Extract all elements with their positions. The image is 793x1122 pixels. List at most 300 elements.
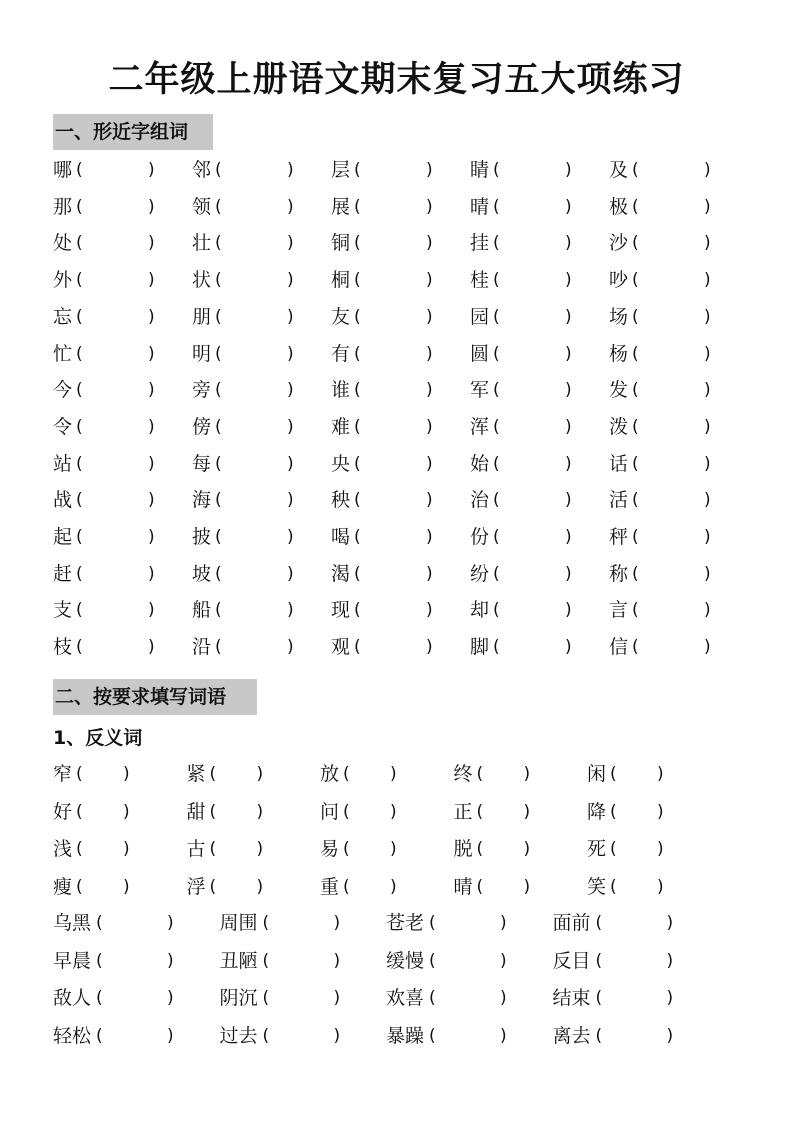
answer-paren-close[interactable]: ) [523, 801, 531, 822]
base-character: 圆 [470, 342, 490, 365]
word-item [470, 559, 590, 589]
word-item [609, 375, 729, 405]
answer-paren-close[interactable]: ) [426, 563, 433, 584]
answer-paren-close[interactable]: ) [333, 988, 341, 1008]
word-item [192, 449, 312, 479]
answer-paren-open[interactable]: ( [476, 876, 484, 897]
base-character: 起 [53, 526, 73, 548]
answer-paren-close[interactable]: ) [704, 306, 711, 327]
answer-paren-close[interactable]: ) [565, 527, 572, 547]
answer-paren-open[interactable]: ( [493, 416, 500, 437]
answer-paren-open[interactable]: ( [76, 764, 83, 784]
answer-paren-open[interactable]: ( [76, 416, 83, 437]
answer-paren-close[interactable]: ) [704, 527, 711, 547]
answer-paren-open[interactable]: ( [215, 600, 222, 621]
answer-paren-close[interactable]: ) [657, 876, 664, 897]
answer-paren-open[interactable]: ( [262, 988, 270, 1008]
answer-paren-close[interactable]: ) [565, 600, 572, 621]
antonym-item [53, 908, 193, 938]
answer-paren-close[interactable]: ) [390, 876, 397, 897]
antonym-item [587, 872, 687, 902]
base-character: 睛 [470, 159, 490, 181]
answer-paren-close[interactable]: ) [123, 764, 130, 784]
answer-paren-close[interactable]: ) [565, 306, 572, 327]
answer-paren-close[interactable]: ) [704, 453, 711, 474]
answer-paren-close[interactable]: ) [565, 233, 572, 254]
answer-paren-close[interactable]: ) [123, 839, 130, 859]
base-word: 死 [587, 838, 607, 860]
answer-paren-open[interactable]: ( [343, 801, 350, 822]
base-character: 支 [53, 599, 73, 622]
answer-paren-close[interactable]: ) [426, 453, 433, 474]
base-character: 邻 [192, 159, 212, 181]
answer-paren-open[interactable]: ( [354, 380, 361, 401]
answer-paren-open[interactable]: ( [354, 563, 361, 584]
answer-paren-open[interactable]: ( [215, 563, 222, 584]
answer-paren-open[interactable]: ( [632, 563, 639, 584]
answer-paren-close[interactable]: ) [704, 270, 711, 291]
base-word: 瘦 [53, 875, 73, 898]
word-item [53, 412, 173, 442]
answer-paren-close[interactable]: ) [666, 913, 674, 933]
answer-paren-open[interactable]: ( [476, 764, 484, 784]
word-item [470, 302, 590, 332]
word-item [53, 228, 173, 258]
base-character: 难 [331, 415, 351, 438]
answer-paren-close[interactable]: ) [148, 270, 155, 291]
answer-paren-close[interactable]: ) [390, 801, 397, 822]
answer-paren-close[interactable]: ) [565, 196, 572, 217]
answer-paren-open[interactable]: ( [76, 380, 83, 401]
word-item [470, 228, 590, 258]
answer-paren-open[interactable]: ( [209, 876, 217, 897]
base-character: 喝 [331, 526, 351, 548]
answer-paren-close[interactable]: ) [426, 380, 433, 401]
answer-paren-close[interactable]: ) [666, 988, 674, 1008]
answer-paren-open[interactable]: ( [262, 950, 270, 971]
answer-paren-close[interactable]: ) [287, 196, 294, 217]
answer-paren-close[interactable]: ) [704, 380, 711, 401]
answer-paren-close[interactable]: ) [148, 160, 155, 180]
answer-paren-close[interactable]: ) [256, 876, 264, 897]
word-item [192, 192, 312, 222]
answer-paren-close[interactable]: ) [704, 637, 711, 658]
answer-paren-open[interactable]: ( [595, 1025, 603, 1046]
base-character: 份 [470, 526, 490, 548]
answer-paren-open[interactable]: ( [343, 764, 350, 784]
answer-paren-close[interactable]: ) [500, 913, 507, 933]
word-item [53, 302, 173, 332]
answer-paren-close[interactable]: ) [256, 764, 264, 784]
answer-paren-close[interactable]: ) [148, 637, 155, 658]
answer-paren-open[interactable]: ( [429, 950, 436, 971]
answer-paren-close[interactable]: ) [148, 416, 155, 437]
answer-paren-open[interactable]: ( [354, 306, 361, 327]
answer-paren-close[interactable]: ) [287, 563, 294, 584]
answer-paren-close[interactable]: ) [287, 380, 294, 401]
answer-paren-close[interactable]: ) [657, 839, 664, 859]
antonym-item [454, 759, 554, 789]
answer-paren-close[interactable]: ) [148, 600, 155, 621]
answer-paren-open[interactable]: ( [76, 563, 83, 584]
answer-paren-close[interactable]: ) [123, 876, 130, 897]
answer-paren-close[interactable]: ) [523, 764, 531, 784]
answer-paren-open[interactable]: ( [96, 950, 103, 971]
answer-paren-open[interactable]: ( [595, 913, 603, 933]
word-item [192, 412, 312, 442]
word-item [470, 485, 590, 515]
answer-paren-close[interactable]: ) [426, 196, 433, 217]
word-item [331, 375, 451, 405]
answer-paren-close[interactable]: ) [565, 453, 572, 474]
word-item [192, 632, 312, 662]
base-character: 极 [609, 195, 629, 218]
answer-paren-close[interactable]: ) [123, 801, 130, 822]
antonym-item [187, 797, 287, 827]
answer-paren-open[interactable]: ( [354, 233, 361, 254]
answer-paren-close[interactable]: ) [287, 270, 294, 291]
answer-paren-open[interactable]: ( [76, 876, 83, 897]
answer-paren-open[interactable]: ( [632, 380, 639, 401]
answer-paren-open[interactable]: ( [476, 801, 484, 822]
answer-paren-open[interactable]: ( [493, 380, 500, 401]
answer-paren-open[interactable]: ( [595, 988, 603, 1008]
answer-paren-open[interactable]: ( [632, 416, 639, 437]
antonym-item [320, 759, 420, 789]
answer-paren-close[interactable]: ) [256, 801, 264, 822]
answer-paren-close[interactable]: ) [287, 637, 294, 658]
word-item [192, 155, 312, 185]
base-character: 忘 [53, 305, 73, 328]
answer-paren-close[interactable]: ) [390, 764, 397, 784]
answer-paren-open[interactable]: ( [493, 490, 500, 511]
word-item [53, 632, 173, 662]
answer-paren-close[interactable]: ) [426, 270, 433, 291]
answer-paren-close[interactable]: ) [565, 563, 572, 584]
answer-paren-close[interactable]: ) [390, 839, 397, 859]
answer-paren-open[interactable]: ( [215, 527, 222, 547]
answer-paren-open[interactable]: ( [354, 196, 361, 217]
answer-paren-open[interactable]: ( [493, 196, 500, 217]
answer-paren-open[interactable]: ( [493, 453, 500, 474]
answer-paren-close[interactable]: ) [565, 380, 572, 401]
answer-paren-open[interactable]: ( [343, 876, 350, 897]
answer-paren-open[interactable]: ( [493, 306, 500, 327]
answer-paren-open[interactable]: ( [632, 527, 639, 547]
answer-paren-open[interactable]: ( [429, 1025, 436, 1046]
answer-paren-close[interactable]: ) [704, 343, 711, 364]
base-word: 窄 [53, 763, 73, 785]
answer-paren-close[interactable]: ) [704, 233, 711, 254]
base-word: 暴躁 [386, 1024, 425, 1047]
answer-paren-close[interactable]: ) [167, 988, 174, 1008]
answer-paren-close[interactable]: ) [426, 160, 433, 180]
base-word: 周围 [219, 912, 258, 934]
answer-paren-open[interactable]: ( [215, 637, 222, 658]
subsection-header-antonyms: 1、反义词 [53, 727, 143, 749]
answer-paren-open[interactable]: ( [632, 270, 639, 291]
base-character: 每 [192, 452, 212, 475]
word-item [609, 302, 729, 332]
answer-paren-close[interactable]: ) [287, 306, 294, 327]
answer-paren-open[interactable]: ( [632, 490, 639, 511]
word-item [331, 485, 451, 515]
answer-paren-close[interactable]: ) [167, 913, 174, 933]
base-word: 离去 [552, 1024, 591, 1047]
base-word: 问 [320, 800, 340, 823]
answer-paren-close[interactable]: ) [666, 950, 674, 971]
word-item [53, 265, 173, 295]
base-character: 场 [609, 305, 629, 328]
answer-paren-open[interactable]: ( [76, 306, 83, 327]
answer-paren-open[interactable]: ( [610, 764, 617, 784]
answer-paren-open[interactable]: ( [493, 233, 500, 254]
answer-paren-open[interactable]: ( [493, 160, 500, 180]
word-item [609, 228, 729, 258]
answer-paren-close[interactable]: ) [426, 306, 433, 327]
answer-paren-open[interactable]: ( [354, 270, 361, 291]
answer-paren-open[interactable]: ( [354, 160, 361, 180]
answer-paren-open[interactable]: ( [610, 801, 617, 822]
answer-paren-close[interactable]: ) [287, 233, 294, 254]
answer-paren-open[interactable]: ( [632, 453, 639, 474]
answer-paren-open[interactable]: ( [262, 913, 270, 933]
answer-paren-close[interactable]: ) [704, 600, 711, 621]
answer-paren-close[interactable]: ) [256, 839, 264, 859]
answer-paren-open[interactable]: ( [632, 196, 639, 217]
word-item [609, 559, 729, 589]
answer-paren-close[interactable]: ) [426, 233, 433, 254]
answer-paren-open[interactable]: ( [76, 839, 83, 859]
base-character: 明 [192, 342, 212, 365]
answer-paren-open[interactable]: ( [215, 416, 222, 437]
answer-paren-open[interactable]: ( [354, 343, 361, 364]
answer-paren-close[interactable]: ) [523, 876, 531, 897]
answer-paren-close[interactable]: ) [287, 416, 294, 437]
answer-paren-open[interactable]: ( [493, 563, 500, 584]
answer-paren-close[interactable]: ) [287, 490, 294, 511]
answer-paren-open[interactable]: ( [76, 600, 83, 621]
answer-paren-open[interactable]: ( [354, 527, 361, 547]
answer-paren-open[interactable]: ( [493, 270, 500, 291]
answer-paren-open[interactable]: ( [354, 637, 361, 658]
section-header-fill-words: 二、按要求填写词语 [53, 679, 257, 715]
answer-paren-close[interactable]: ) [333, 1025, 341, 1046]
answer-paren-close[interactable]: ) [287, 600, 294, 621]
base-character: 称 [609, 562, 629, 585]
answer-paren-close[interactable]: ) [167, 1025, 174, 1046]
answer-paren-close[interactable]: ) [657, 764, 664, 784]
answer-paren-open[interactable]: ( [76, 637, 83, 658]
word-item [609, 522, 729, 552]
answer-paren-open[interactable]: ( [96, 913, 103, 933]
answer-paren-open[interactable]: ( [493, 600, 500, 621]
answer-paren-open[interactable]: ( [209, 764, 217, 784]
answer-paren-close[interactable]: ) [565, 637, 572, 658]
answer-paren-open[interactable]: ( [429, 913, 436, 933]
answer-paren-close[interactable]: ) [704, 490, 711, 511]
word-item [192, 595, 312, 625]
answer-paren-open[interactable]: ( [215, 196, 222, 217]
word-item [331, 412, 451, 442]
answer-paren-open[interactable]: ( [632, 343, 639, 364]
base-word: 浮 [186, 875, 206, 898]
base-character: 状 [192, 269, 212, 292]
answer-paren-close[interactable]: ) [333, 950, 341, 971]
answer-paren-close[interactable]: ) [148, 563, 155, 584]
answer-paren-close[interactable]: ) [287, 160, 294, 180]
answer-paren-open[interactable]: ( [215, 343, 222, 364]
base-character: 观 [331, 636, 351, 659]
word-item [470, 192, 590, 222]
answer-paren-open[interactable]: ( [493, 637, 500, 658]
answer-paren-close[interactable]: ) [500, 988, 507, 1008]
base-word: 欢喜 [386, 987, 425, 1009]
base-word: 终 [453, 763, 473, 785]
word-item [53, 559, 173, 589]
base-word: 浅 [53, 838, 73, 860]
answer-paren-close[interactable]: ) [148, 306, 155, 327]
base-word: 缓慢 [386, 949, 425, 972]
answer-paren-open[interactable]: ( [262, 1025, 270, 1046]
answer-paren-open[interactable]: ( [76, 453, 83, 474]
answer-paren-close[interactable]: ) [148, 233, 155, 254]
answer-paren-open[interactable]: ( [76, 233, 83, 254]
answer-paren-open[interactable]: ( [76, 343, 83, 364]
answer-paren-close[interactable]: ) [704, 563, 711, 584]
antonym-item [553, 946, 693, 976]
antonym-item [53, 1021, 193, 1051]
base-character: 谁 [331, 379, 351, 402]
answer-paren-close[interactable]: ) [500, 1025, 507, 1046]
answer-paren-close[interactable]: ) [148, 380, 155, 401]
answer-paren-close[interactable]: ) [565, 490, 572, 511]
base-character: 站 [53, 452, 73, 475]
answer-paren-close[interactable]: ) [287, 527, 294, 547]
answer-paren-open[interactable]: ( [632, 160, 639, 180]
base-word: 反目 [552, 949, 591, 972]
answer-paren-open[interactable]: ( [215, 160, 222, 180]
answer-paren-open[interactable]: ( [632, 600, 639, 621]
answer-paren-open[interactable]: ( [354, 453, 361, 474]
base-word: 笑 [587, 875, 607, 898]
base-character: 旁 [192, 379, 212, 402]
answer-paren-close[interactable]: ) [148, 453, 155, 474]
answer-paren-close[interactable]: ) [148, 196, 155, 217]
answer-paren-open[interactable]: ( [493, 527, 500, 547]
answer-paren-open[interactable]: ( [610, 839, 617, 859]
answer-paren-close[interactable]: ) [426, 637, 433, 658]
answer-paren-close[interactable]: ) [426, 600, 433, 621]
page-title: 二年级上册语文期末复习五大项练习 [108, 60, 685, 100]
antonym-item [320, 872, 420, 902]
answer-paren-open[interactable]: ( [215, 453, 222, 474]
answer-paren-open[interactable]: ( [76, 270, 83, 291]
base-character: 展 [331, 195, 351, 218]
answer-paren-open[interactable]: ( [595, 950, 603, 971]
answer-paren-open[interactable]: ( [76, 527, 83, 547]
answer-paren-open[interactable]: ( [610, 876, 617, 897]
answer-paren-close[interactable]: ) [148, 343, 155, 364]
answer-paren-close[interactable]: ) [704, 160, 711, 180]
answer-paren-open[interactable]: ( [96, 988, 103, 1008]
answer-paren-close[interactable]: ) [333, 913, 341, 933]
answer-paren-open[interactable]: ( [354, 600, 361, 621]
answer-paren-close[interactable]: ) [657, 801, 664, 822]
word-item [192, 228, 312, 258]
answer-paren-close[interactable]: ) [148, 490, 155, 511]
answer-paren-open[interactable]: ( [493, 343, 500, 364]
word-item [470, 155, 590, 185]
answer-paren-open[interactable]: ( [632, 637, 639, 658]
base-character: 晴 [470, 195, 490, 218]
answer-paren-open[interactable]: ( [209, 801, 217, 822]
answer-paren-close[interactable]: ) [565, 270, 572, 291]
antonym-item [553, 1021, 693, 1051]
answer-paren-open[interactable]: ( [215, 490, 222, 511]
answer-paren-open[interactable]: ( [215, 233, 222, 254]
base-character: 信 [609, 636, 629, 659]
answer-paren-close[interactable]: ) [287, 453, 294, 474]
answer-paren-open[interactable]: ( [215, 306, 222, 327]
answer-paren-close[interactable]: ) [565, 160, 572, 180]
antonym-item [386, 908, 526, 938]
answer-paren-close[interactable]: ) [666, 1025, 674, 1046]
word-item [53, 339, 173, 369]
base-word: 苍老 [386, 912, 425, 934]
answer-paren-open[interactable]: ( [209, 839, 217, 859]
base-character: 沿 [192, 636, 212, 659]
base-character: 赶 [53, 562, 73, 585]
answer-paren-close[interactable]: ) [565, 416, 572, 437]
word-item [609, 155, 729, 185]
base-character: 那 [53, 195, 73, 218]
answer-paren-open[interactable]: ( [96, 1025, 103, 1046]
word-item [53, 192, 173, 222]
answer-paren-close[interactable]: ) [426, 490, 433, 511]
answer-paren-close[interactable]: ) [704, 196, 711, 217]
answer-paren-close[interactable]: ) [426, 343, 433, 364]
answer-paren-open[interactable]: ( [632, 233, 639, 254]
answer-paren-close[interactable]: ) [426, 527, 433, 547]
base-character: 今 [53, 379, 73, 402]
answer-paren-open[interactable]: ( [429, 988, 436, 1008]
answer-paren-open[interactable]: ( [76, 196, 83, 217]
base-word: 甜 [186, 800, 206, 823]
word-item [53, 155, 173, 185]
answer-paren-close[interactable]: ) [287, 343, 294, 364]
answer-paren-open[interactable]: ( [343, 839, 350, 859]
answer-paren-close[interactable]: ) [500, 950, 507, 971]
answer-paren-open[interactable]: ( [632, 306, 639, 327]
answer-paren-close[interactable]: ) [704, 416, 711, 437]
base-character: 挂 [470, 232, 490, 255]
answer-paren-open[interactable]: ( [354, 416, 361, 437]
answer-paren-open[interactable]: ( [476, 839, 484, 859]
answer-paren-open[interactable]: ( [76, 160, 83, 180]
answer-paren-close[interactable]: ) [523, 839, 531, 859]
answer-paren-open[interactable]: ( [76, 490, 83, 511]
answer-paren-close[interactable]: ) [167, 950, 174, 971]
answer-paren-open[interactable]: ( [76, 801, 83, 822]
answer-paren-close[interactable]: ) [148, 527, 155, 547]
answer-paren-open[interactable]: ( [354, 490, 361, 511]
word-item [331, 339, 451, 369]
answer-paren-close[interactable]: ) [565, 343, 572, 364]
answer-paren-open[interactable]: ( [215, 380, 222, 401]
answer-paren-close[interactable]: ) [426, 416, 433, 437]
answer-paren-open[interactable]: ( [215, 270, 222, 291]
